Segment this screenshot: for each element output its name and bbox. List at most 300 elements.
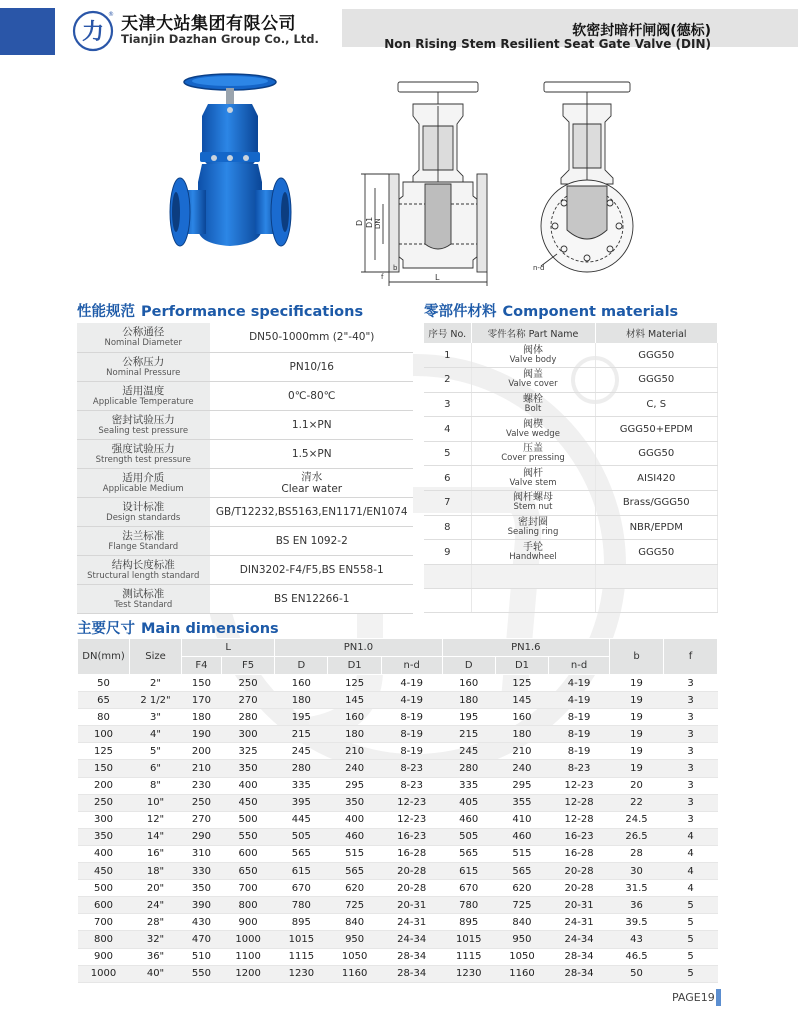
dim-cell-pn16-D1: 240 <box>495 760 548 777</box>
dim-cell-pn10-nd: 8-19 <box>381 726 442 743</box>
dimensions-row <box>78 948 718 965</box>
dim-cell-f: 3 <box>664 811 718 828</box>
dim-cell-size: 28" <box>130 914 182 931</box>
dim-cell-size: 32" <box>130 931 182 948</box>
dimensions-row <box>78 692 718 709</box>
dim-cell-pn10-D: 245 <box>275 743 328 760</box>
performance-label-cn: 法兰标准 <box>122 530 165 543</box>
dim-cell-pn10-nd: 28-34 <box>381 948 442 965</box>
component-name-en: Bolt <box>524 403 542 414</box>
dim-cell-pn16-D: 1015 <box>442 931 495 948</box>
dim-cell-pn16-D: 460 <box>442 811 495 828</box>
component-no: 5 <box>424 441 471 466</box>
dim-cell-pn10-D1: 1050 <box>328 948 381 965</box>
dim-cell-b: 43 <box>610 931 664 948</box>
col-header-material: 材料 Material <box>595 323 718 343</box>
dim-cell-b: 50 <box>610 965 664 982</box>
performance-heading-en: Performance specifications <box>141 304 364 320</box>
dim-cell-pn16-D: 195 <box>442 709 495 726</box>
dim-cell-size: 10" <box>130 794 182 811</box>
component-row <box>424 466 718 491</box>
component-name-cn: 阀杆 <box>523 467 543 479</box>
dim-cell-L-F4: 190 <box>182 726 222 743</box>
dim-cell-pn16-D1: 1160 <box>495 965 548 982</box>
col-header-b: b <box>610 639 664 675</box>
dim-cell-pn16-D: 160 <box>442 675 495 692</box>
dim-cell-L-F4: 470 <box>182 931 222 948</box>
dim-cell-dn: 50 <box>78 675 130 692</box>
dim-cell-pn16-D1: 1050 <box>495 948 548 965</box>
dim-cell-b: 22 <box>610 794 664 811</box>
performance-heading <box>77 300 363 321</box>
performance-label-en: Flange Standard <box>108 542 179 553</box>
dim-cell-pn10-D: 1230 <box>275 965 328 982</box>
performance-row <box>77 556 413 585</box>
component-material: GGG50+EPDM <box>595 417 718 442</box>
dim-label-nd: n-d <box>533 264 545 272</box>
dim-cell-L-F5: 270 <box>221 692 274 709</box>
component-name <box>471 392 595 417</box>
component-no: 2 <box>424 368 471 393</box>
dim-cell-pn10-D: 670 <box>275 880 328 897</box>
dim-label-b: b <box>393 264 398 272</box>
company-name-en: Tianjin Dazhan Group Co., Ltd. <box>121 32 319 46</box>
dim-cell-b: 46.5 <box>610 948 664 965</box>
performance-value: 1.1×PN <box>291 418 332 431</box>
dim-cell-pn10-D: 565 <box>275 845 328 862</box>
col-header-pn16-nd: n-d <box>549 657 610 675</box>
performance-label-cn: 密封试验压力 <box>111 413 175 426</box>
component-row <box>424 417 718 442</box>
performance-value-cell <box>210 468 413 497</box>
dim-cell-pn10-D: 445 <box>275 811 328 828</box>
dim-cell-f: 5 <box>664 948 718 965</box>
performance-label-cn: 设计标准 <box>122 501 165 514</box>
component-name-cn: 手轮 <box>523 541 543 553</box>
dim-cell-pn16-nd: 24-31 <box>549 914 610 931</box>
dim-cell-dn: 900 <box>78 948 130 965</box>
empty-cell <box>424 588 471 612</box>
dim-cell-pn10-nd: 4-19 <box>381 675 442 692</box>
dim-cell-L-F4: 150 <box>182 675 222 692</box>
component-name-cn: 阀楔 <box>523 418 543 430</box>
dim-cell-pn16-D: 245 <box>442 743 495 760</box>
performance-row <box>77 352 413 381</box>
dim-cell-b: 19 <box>610 675 664 692</box>
dim-cell-pn10-D1: 620 <box>328 880 381 897</box>
dim-cell-L-F4: 230 <box>182 777 222 794</box>
dim-cell-dn: 500 <box>78 880 130 897</box>
performance-value-cell <box>210 410 413 439</box>
performance-row <box>77 410 413 439</box>
performance-value: 0℃-80℃ <box>288 389 336 402</box>
dim-cell-pn16-D1: 725 <box>495 897 548 914</box>
dim-cell-b: 24.5 <box>610 811 664 828</box>
dim-cell-pn16-D1: 125 <box>495 675 548 692</box>
col-header-F5: F5 <box>221 657 274 675</box>
dim-cell-L-F4: 510 <box>182 948 222 965</box>
dim-label-f: f <box>381 273 384 281</box>
dim-cell-L-F5: 650 <box>221 863 274 880</box>
dim-cell-pn16-D1: 515 <box>495 845 548 862</box>
registered-mark: ® <box>108 11 114 18</box>
dim-cell-size: 4" <box>130 726 182 743</box>
dimensions-row <box>78 794 718 811</box>
dimensions-heading-cn: 主要尺寸 <box>77 621 135 637</box>
product-title-en: Non Rising Stem Resilient Seat Gate Valve (DIN) <box>384 37 711 51</box>
dim-cell-L-F4: 290 <box>182 828 222 845</box>
dim-label-L: L <box>435 273 440 282</box>
performance-value-cell <box>210 352 413 381</box>
dim-cell-L-F4: 210 <box>182 760 222 777</box>
performance-label-cn: 适用介质 <box>122 472 165 485</box>
dim-cell-f: 3 <box>664 743 718 760</box>
performance-label-cn: 适用温度 <box>122 384 165 397</box>
dim-cell-f: 5 <box>664 897 718 914</box>
dimensions-row <box>78 743 718 760</box>
dim-cell-b: 19 <box>610 726 664 743</box>
dim-cell-pn16-D: 565 <box>442 845 495 862</box>
dim-cell-pn10-D: 280 <box>275 760 328 777</box>
component-material: GGG50 <box>595 343 718 368</box>
components-table <box>424 323 718 613</box>
dim-cell-b: 36 <box>610 897 664 914</box>
performance-value-en: Clear water <box>281 483 343 496</box>
company-name-cn: 天津大站集团有限公司 <box>121 14 296 34</box>
dim-cell-pn10-D1: 145 <box>328 692 381 709</box>
dim-cell-dn: 65 <box>78 692 130 709</box>
dim-cell-b: 19 <box>610 692 664 709</box>
product-title-cn: 软密封暗杆闸阀(德标) <box>572 23 711 39</box>
component-row <box>424 515 718 540</box>
dim-cell-size: 16" <box>130 845 182 862</box>
component-no: 7 <box>424 491 471 516</box>
dim-cell-pn16-nd: 24-34 <box>549 931 610 948</box>
performance-value: BS EN12266-1 <box>274 593 350 606</box>
performance-value: DIN3202-F4/F5,BS EN558-1 <box>239 564 384 577</box>
component-name <box>471 540 595 565</box>
performance-value-cell <box>210 323 413 352</box>
dim-cell-pn10-D1: 125 <box>328 675 381 692</box>
dim-cell-L-F4: 270 <box>182 811 222 828</box>
dim-cell-f: 4 <box>664 845 718 862</box>
component-material: C, S <box>595 392 718 417</box>
component-name-cn: 密封圈 <box>518 516 548 528</box>
dim-cell-pn10-nd: 28-34 <box>381 965 442 982</box>
dim-cell-L-F5: 450 <box>221 794 274 811</box>
component-name-en: Handwheel <box>509 551 557 562</box>
dim-cell-pn16-nd: 20-28 <box>549 863 610 880</box>
dim-cell-size: 24" <box>130 897 182 914</box>
dim-cell-dn: 600 <box>78 897 130 914</box>
performance-value: PN10/16 <box>289 360 334 373</box>
dim-cell-b: 39.5 <box>610 914 664 931</box>
component-material: GGG50 <box>595 441 718 466</box>
dim-cell-pn10-D1: 400 <box>328 811 381 828</box>
col-header-pn10-nd: n-d <box>381 657 442 675</box>
dim-cell-dn: 450 <box>78 863 130 880</box>
dim-cell-size: 36" <box>130 948 182 965</box>
dim-cell-pn10-nd: 16-23 <box>381 828 442 845</box>
empty-cell <box>471 564 595 588</box>
dim-cell-b: 31.5 <box>610 880 664 897</box>
dim-label-D: D <box>355 219 364 226</box>
performance-value: GB/T12232,BS5163,EN1171/EN1074 <box>215 506 408 519</box>
dim-cell-L-F5: 600 <box>221 845 274 862</box>
dim-cell-b: 19 <box>610 709 664 726</box>
dimensions-row <box>78 931 718 948</box>
performance-label-cn: 测试标准 <box>122 588 165 601</box>
dim-cell-pn10-D1: 295 <box>328 777 381 794</box>
valve-photo <box>168 72 293 277</box>
dim-cell-b: 30 <box>610 863 664 880</box>
dim-cell-pn16-nd: 8-19 <box>549 726 610 743</box>
component-row <box>424 343 718 368</box>
dim-cell-dn: 80 <box>78 709 130 726</box>
dim-cell-pn16-nd: 20-31 <box>549 897 610 914</box>
dim-cell-pn16-nd: 8-19 <box>549 743 610 760</box>
dim-cell-pn10-D1: 160 <box>328 709 381 726</box>
component-name-cn: 阀杆螺母 <box>513 492 553 504</box>
dimensions-row <box>78 863 718 880</box>
component-name-cn: 阀盖 <box>523 369 543 381</box>
dim-cell-size: 20" <box>130 880 182 897</box>
component-material: GGG50 <box>595 540 718 565</box>
dim-cell-L-F5: 300 <box>221 726 274 743</box>
dim-cell-size: 18" <box>130 863 182 880</box>
dim-cell-pn16-nd: 28-34 <box>549 948 610 965</box>
performance-label-en: Structural length standard <box>87 571 200 582</box>
col-header-size: Size <box>130 639 182 675</box>
dim-cell-pn10-nd: 20-31 <box>381 897 442 914</box>
component-name-cn: 螺栓 <box>523 393 543 405</box>
dim-cell-pn10-nd: 8-23 <box>381 760 442 777</box>
dim-cell-L-F4: 250 <box>182 794 222 811</box>
component-name <box>471 515 595 540</box>
dim-cell-L-F5: 250 <box>221 675 274 692</box>
performance-label <box>77 410 210 439</box>
dim-cell-pn10-D1: 950 <box>328 931 381 948</box>
dim-cell-pn16-D1: 460 <box>495 828 548 845</box>
performance-label-en: Applicable Temperature <box>92 396 194 407</box>
performance-label <box>77 439 210 468</box>
dim-cell-L-F5: 500 <box>221 811 274 828</box>
dim-cell-f: 3 <box>664 675 718 692</box>
dimensions-row <box>78 760 718 777</box>
dim-cell-pn16-D1: 840 <box>495 914 548 931</box>
dim-cell-pn16-D: 505 <box>442 828 495 845</box>
dim-cell-L-F5: 1200 <box>221 965 274 982</box>
performance-label-en: Sealing test pressure <box>98 425 189 436</box>
dim-cell-L-F5: 550 <box>221 828 274 845</box>
dim-cell-L-F4: 430 <box>182 914 222 931</box>
dim-cell-pn10-nd: 8-19 <box>381 743 442 760</box>
dim-cell-size: 2" <box>130 675 182 692</box>
dimensions-row <box>78 880 718 897</box>
dim-cell-pn16-nd: 12-28 <box>549 794 610 811</box>
performance-value-cell <box>210 498 413 527</box>
dim-cell-L-F4: 170 <box>182 692 222 709</box>
dim-cell-pn16-nd: 4-19 <box>549 675 610 692</box>
performance-label-en: Applicable Medium <box>102 484 184 495</box>
logo-char: 力 <box>81 20 105 45</box>
dim-cell-b: 19 <box>610 760 664 777</box>
col-header-pn16-D1: D1 <box>495 657 548 675</box>
component-no: 6 <box>424 466 471 491</box>
component-row-empty <box>424 564 718 588</box>
dim-cell-pn10-D1: 565 <box>328 863 381 880</box>
col-header-pn16-D: D <box>442 657 495 675</box>
col-header-f: f <box>664 639 718 675</box>
dim-cell-L-F4: 390 <box>182 897 222 914</box>
performance-value-cell <box>210 439 413 468</box>
dim-cell-pn10-nd: 24-31 <box>381 914 442 931</box>
performance-label-cn: 公称压力 <box>122 355 165 368</box>
dim-cell-pn10-nd: 8-19 <box>381 709 442 726</box>
dim-cell-pn16-D1: 950 <box>495 931 548 948</box>
performance-label-en: Nominal Diameter <box>104 338 183 349</box>
component-material: NBR/EPDM <box>595 515 718 540</box>
dim-cell-pn10-nd: 12-23 <box>381 811 442 828</box>
performance-value-cell <box>210 585 413 614</box>
dim-cell-pn16-D: 335 <box>442 777 495 794</box>
dim-cell-pn10-D1: 515 <box>328 845 381 862</box>
empty-cell <box>595 564 718 588</box>
dim-cell-pn16-D1: 410 <box>495 811 548 828</box>
dim-cell-pn10-D1: 240 <box>328 760 381 777</box>
dim-cell-dn: 350 <box>78 828 130 845</box>
component-name-en: Valve wedge <box>506 428 560 439</box>
col-header-pn10: PN1.0 <box>275 639 442 657</box>
dim-cell-pn10-D1: 840 <box>328 914 381 931</box>
dim-cell-L-F5: 700 <box>221 880 274 897</box>
dim-cell-pn10-D: 615 <box>275 863 328 880</box>
component-material: GGG50 <box>595 368 718 393</box>
component-no: 9 <box>424 540 471 565</box>
dim-cell-pn10-D: 195 <box>275 709 328 726</box>
dim-cell-dn: 100 <box>78 726 130 743</box>
dim-cell-size: 5" <box>130 743 182 760</box>
component-row-empty <box>424 588 718 612</box>
dim-cell-pn10-D1: 180 <box>328 726 381 743</box>
performance-label-en: Test Standard <box>114 600 173 611</box>
component-row <box>424 491 718 516</box>
component-name-en: Valve stem <box>509 477 557 488</box>
dim-cell-pn16-nd: 12-28 <box>549 811 610 828</box>
performance-label <box>77 323 210 352</box>
dim-cell-L-F4: 330 <box>182 863 222 880</box>
performance-row <box>77 498 413 527</box>
dimensions-row <box>78 965 718 982</box>
dim-cell-pn16-D1: 295 <box>495 777 548 794</box>
dim-cell-pn10-D1: 1160 <box>328 965 381 982</box>
dimensions-heading <box>77 617 279 638</box>
component-name <box>471 441 595 466</box>
performance-label <box>77 498 210 527</box>
performance-label <box>77 556 210 585</box>
dimensions-row <box>78 811 718 828</box>
dim-cell-pn16-nd: 8-23 <box>549 760 610 777</box>
dim-cell-pn16-nd: 28-34 <box>549 965 610 982</box>
dimensions-row <box>78 845 718 862</box>
performance-row <box>77 468 413 497</box>
dim-cell-f: 5 <box>664 965 718 982</box>
dim-cell-L-F4: 550 <box>182 965 222 982</box>
dim-cell-dn: 250 <box>78 794 130 811</box>
dim-cell-L-F4: 350 <box>182 880 222 897</box>
performance-label <box>77 352 210 381</box>
dimensions-table <box>77 638 718 983</box>
dim-cell-pn10-D: 780 <box>275 897 328 914</box>
component-name-cn: 阀体 <box>523 344 543 356</box>
dim-cell-size: 3" <box>130 709 182 726</box>
dim-cell-pn10-D: 180 <box>275 692 328 709</box>
dims-header-row-1 <box>78 639 718 657</box>
valve-section-drawing <box>355 76 505 286</box>
dim-cell-b: 26.5 <box>610 828 664 845</box>
dim-cell-dn: 300 <box>78 811 130 828</box>
component-material: AISI420 <box>595 466 718 491</box>
empty-cell <box>471 588 595 612</box>
component-no: 8 <box>424 515 471 540</box>
dim-cell-size: 14" <box>130 828 182 845</box>
dim-cell-f: 5 <box>664 931 718 948</box>
performance-row <box>77 585 413 614</box>
dim-cell-dn: 800 <box>78 931 130 948</box>
performance-row <box>77 439 413 468</box>
dim-cell-pn10-nd: 12-23 <box>381 794 442 811</box>
component-row <box>424 540 718 565</box>
valve-side-drawing <box>527 76 642 276</box>
performance-label <box>77 585 210 614</box>
dim-cell-f: 3 <box>664 777 718 794</box>
page-number: PAGE19 <box>672 991 715 1004</box>
dim-cell-L-F4: 310 <box>182 845 222 862</box>
col-header-pn10-D: D <box>275 657 328 675</box>
dim-cell-f: 3 <box>664 692 718 709</box>
dimensions-heading-en: Main dimensions <box>141 621 279 637</box>
performance-label-en: Nominal Pressure <box>106 367 181 378</box>
dim-cell-pn10-nd: 16-28 <box>381 845 442 862</box>
col-header-part-name: 零件名称 Part Name <box>471 323 595 343</box>
performance-label <box>77 381 210 410</box>
dim-cell-L-F5: 325 <box>221 743 274 760</box>
dim-cell-dn: 200 <box>78 777 130 794</box>
dim-cell-pn16-nd: 12-23 <box>549 777 610 794</box>
components-heading-cn: 零部件材料 <box>424 304 497 320</box>
dim-cell-pn10-D1: 725 <box>328 897 381 914</box>
dim-cell-dn: 1000 <box>78 965 130 982</box>
component-name-cn: 压盖 <box>523 443 543 455</box>
dim-cell-b: 28 <box>610 845 664 862</box>
component-name <box>471 466 595 491</box>
dim-cell-f: 5 <box>664 914 718 931</box>
performance-value: 1.5×PN <box>291 447 332 460</box>
dim-cell-pn16-nd: 16-28 <box>549 845 610 862</box>
dimensions-row <box>78 897 718 914</box>
col-header-dn: DN(mm) <box>78 639 130 675</box>
dim-cell-pn10-D1: 350 <box>328 794 381 811</box>
performance-label-en: Design standards <box>106 513 181 524</box>
component-name-en: Valve body <box>509 354 557 365</box>
dim-cell-L-F4: 180 <box>182 709 222 726</box>
dim-cell-size: 40" <box>130 965 182 982</box>
dim-cell-pn10-D: 335 <box>275 777 328 794</box>
dim-cell-f: 3 <box>664 726 718 743</box>
dim-cell-dn: 700 <box>78 914 130 931</box>
header-accent-block <box>0 8 55 55</box>
dim-cell-pn10-nd: 8-23 <box>381 777 442 794</box>
